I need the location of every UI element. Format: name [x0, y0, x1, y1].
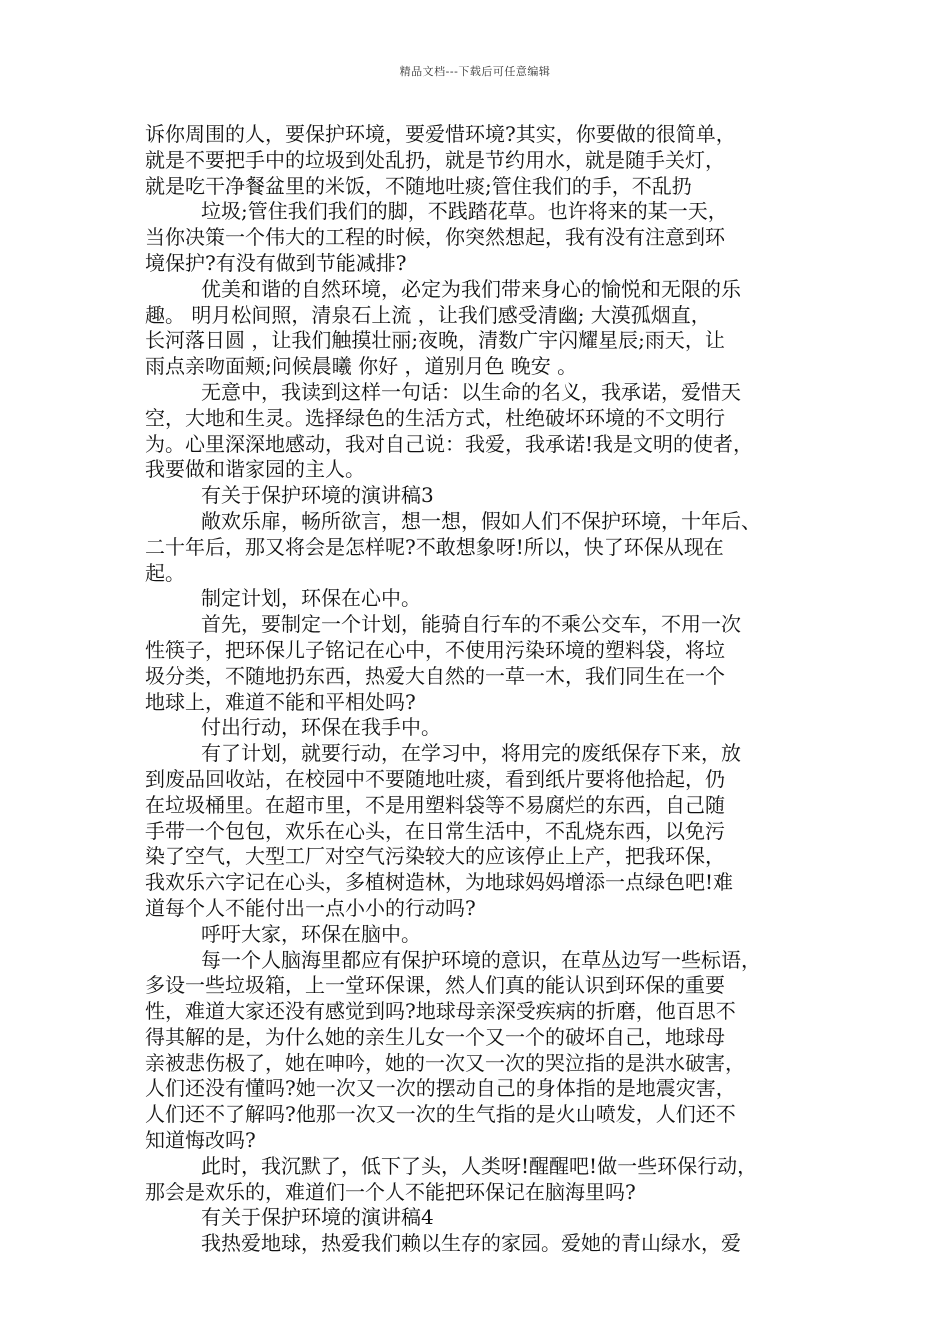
text-line: 为。心里深深地感动，我对自己说：我爱，我承诺!我是文明的使者，	[145, 431, 754, 456]
text-line: 呼吁大家，环保在脑中。	[201, 921, 421, 946]
text-line: 性，难道大家还没有感觉到吗?地球母亲深受疾病的折磨，他百思不	[145, 999, 736, 1024]
text-line: 诉你周围的人，要保护环境，要爱惜环境?其实，你要做的很简单，	[145, 122, 736, 146]
text-line: 雨点亲吻面颊;问候晨曦 你好 ，道别月色 晚安 。	[145, 354, 578, 379]
text-line: 制定计划，环保在心中。	[201, 586, 421, 611]
text-line: 长河落日圆 ，让我们触摸壮丽;夜晚，清数广宇闪耀星辰;雨天，让	[145, 328, 725, 353]
text-line: 我要做和谐家园的主人。	[145, 457, 365, 482]
text-line: 有关于保护环境的演讲稿3	[201, 483, 434, 508]
text-line: 在垃圾桶里。在超市里，不是用塑料袋等不易腐烂的东西，自己随	[145, 792, 725, 817]
text-line: 手带一个包包，欢乐在心头，在日常生活中，不乱烧东西，以免污	[145, 818, 725, 843]
text-line: 此时，我沉默了，低下了头，人类呀!醒醒吧!做一些环保行动，	[201, 1153, 758, 1178]
text-line: 就是吃干净餐盆里的米饭，不随地吐痰;管住我们的手，不乱扔	[145, 173, 692, 198]
text-line: 人们还没有懂吗?她一次又一次的摆动自己的身体指的是地震灾害，	[145, 1076, 736, 1101]
text-line: 有了计划，就要行动，在学习中，将用完的废纸保存下来，放	[201, 741, 741, 766]
text-line: 我热爱地球，热爱我们赖以生存的家园。爱她的青山绿水，爱	[201, 1231, 741, 1256]
text-line: 我欢乐六字记在心头，多植树造林，为地球妈妈增添一点绿色吧!难	[145, 870, 734, 895]
text-line: 到废品回收站，在校园中不要随地吐痰，看到纸片要将他拾起，仍	[145, 766, 725, 791]
text-line: 得其解的是，为什么她的亲生儿女一个又一个的破坏自己，地球母	[145, 1024, 725, 1049]
text-line: 就是不要把手中的垃圾到处乱扔，就是节约用水，就是随手关灯，	[145, 147, 725, 172]
text-line: 每一个人脑海里都应有保护环境的意识，在草丛边写一些标语，	[201, 947, 761, 972]
text-line: 付出行动，环保在我手中。	[201, 715, 441, 740]
text-line: 知道悔改吗?	[145, 1128, 256, 1153]
text-line: 地球上，难道不能和平相处吗?	[145, 689, 416, 714]
text-line: 亲被悲伤极了，她在呻吟，她的一次又一次的哭泣指的是洪水破害，	[145, 1050, 745, 1075]
text-line: 二十年后，那又将会是怎样呢?不敢想象呀!所以，快了环保从现在	[145, 534, 724, 559]
document-body	[145, 122, 807, 1257]
text-line: 当你决策一个伟大的工程的时候，你突然想起，我有没有注意到环	[145, 225, 725, 250]
text-line: 人们还不了解吗?他那一次又一次的生气指的是火山喷发，人们还不	[145, 1102, 736, 1127]
text-line: 垃圾;管住我们我们的脚，不践踏花草。也许将来的某一天，	[201, 199, 728, 224]
text-line: 多设一些垃圾箱，上一堂环保课，然人们真的能认识到环保的重要	[145, 973, 725, 998]
text-line: 起。	[145, 560, 185, 585]
text-line: 趣。 明月松间照，清泉石上流 ，让我们感受清幽; 大漠孤烟直，	[145, 302, 711, 327]
text-line: 无意中，我读到这样一句话：以生命的名义，我承诺，爱惜天	[201, 379, 741, 404]
text-line: 有关于保护环境的演讲稿4	[201, 1205, 434, 1230]
text-line: 性筷子，把环保儿子铭记在心中，不使用污染环境的塑料袋，将垃	[145, 637, 725, 662]
text-line: 优美和谐的自然环境，必定为我们带来身心的愉悦和无限的乐	[201, 276, 741, 301]
page-header: 精品文档---下载后可任意编辑	[399, 65, 551, 78]
text-line: 境保护?有没有做到节能减排?	[145, 250, 407, 275]
text-line: 空，大地和生灵。选择绿色的生活方式，杜绝破坏环境的不文明行	[145, 405, 725, 430]
text-line: 染了空气，大型工厂对空气污染较大的应该停止上产，把我环保，	[145, 844, 725, 869]
text-line: 首先，要制定一个计划，能骑自行车的不乘公交车，不用一次	[201, 612, 741, 637]
text-line: 敞欢乐扉，畅所欲言，想一想，假如人们不保护环境，十年后、	[201, 508, 761, 533]
text-line: 圾分类，不随地扔东西，热爱大自然的一草一木，我们同生在一个	[145, 663, 725, 688]
text-line: 道每个人不能付出一点小小的行动吗?	[145, 895, 476, 920]
text-line: 那会是欢乐的，难道们一个人不能把环保记在脑海里吗?	[145, 1179, 636, 1204]
